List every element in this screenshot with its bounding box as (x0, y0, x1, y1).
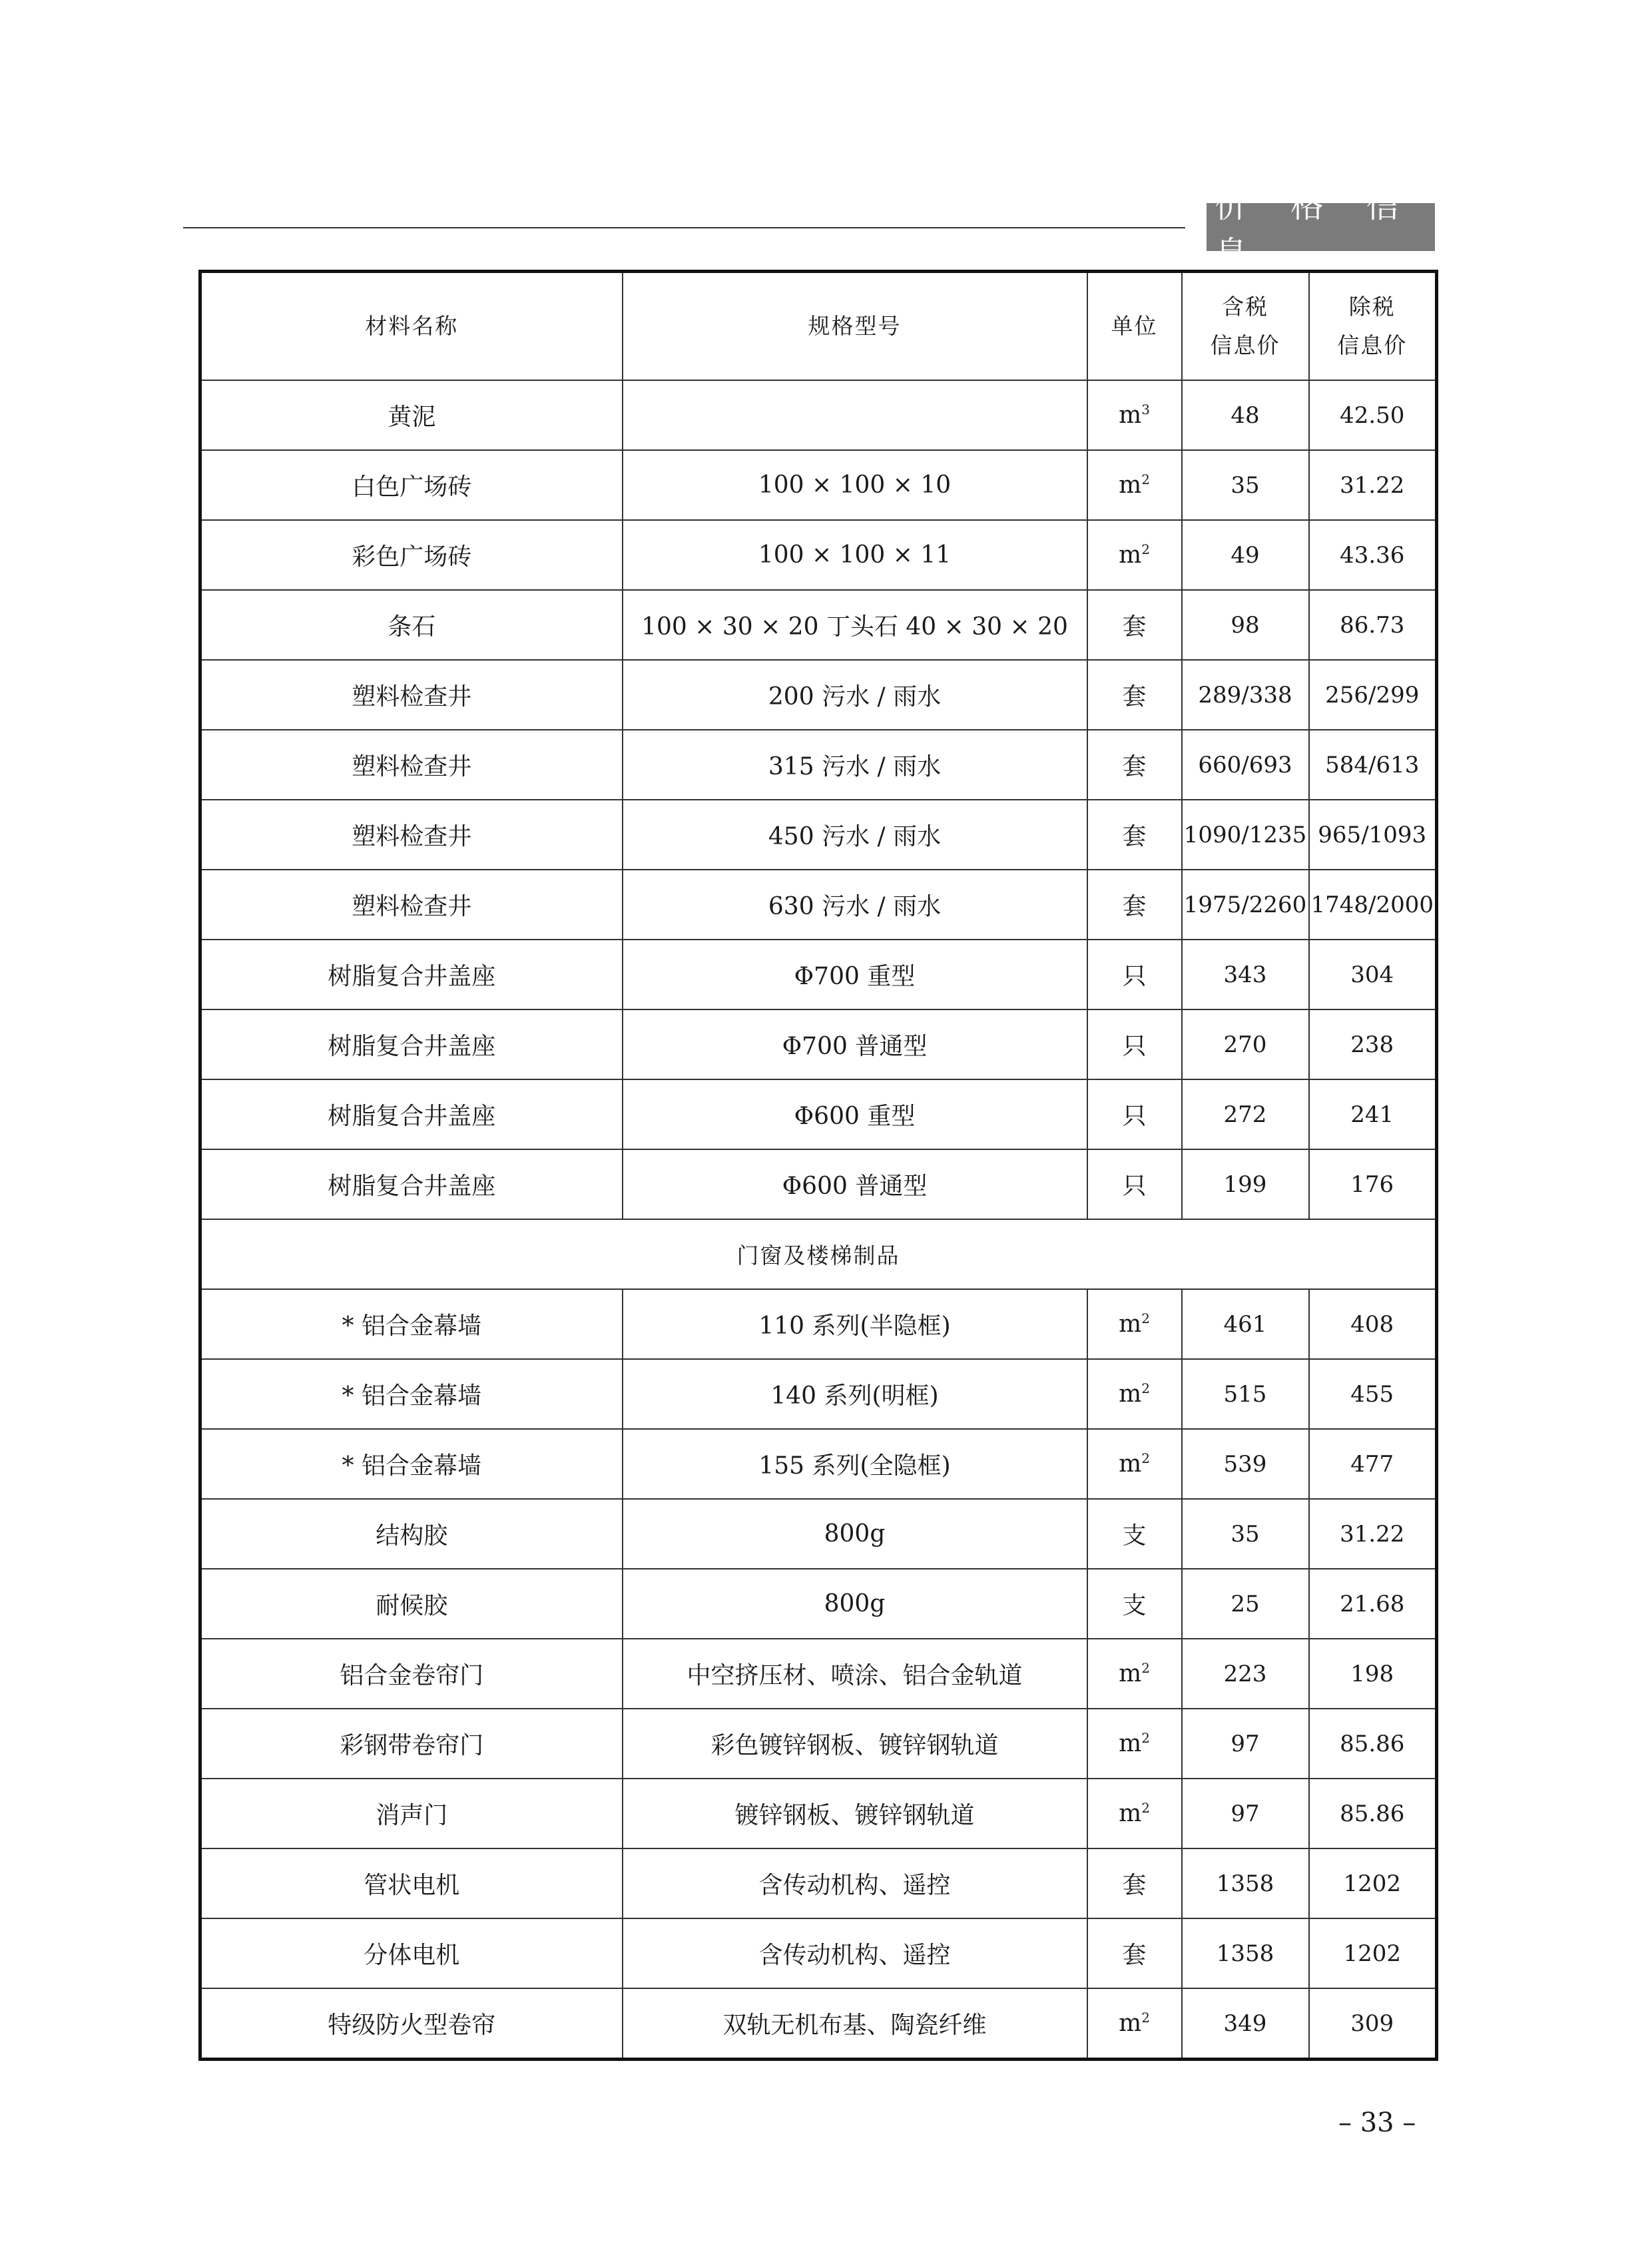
header-tax-incl (1182, 272, 1309, 381)
material-name: 塑料检查井 (200, 660, 623, 730)
unit-superscript: 2 (1141, 1660, 1150, 1676)
spec-model: 含传动机构、遥控 (623, 1918, 1087, 1988)
unit-base: 支 (1122, 1592, 1147, 1619)
table-row (200, 1569, 1437, 1639)
price-tax-included: 1358 (1182, 1848, 1309, 1918)
page-number: – 33 – (1338, 2108, 1416, 2138)
unit-base: 套 (1122, 613, 1147, 641)
spec-model: 双轨无机布基、陶瓷纤维 (623, 1988, 1087, 2060)
unit (1087, 1149, 1182, 1219)
price-tax-excluded: 21.68 (1309, 1569, 1437, 1639)
unit-base: 套 (1122, 893, 1147, 920)
spec-model: 100 × 30 × 20 丁头石 40 × 30 × 20 (623, 590, 1087, 660)
header-unit: 单位 (1087, 272, 1182, 381)
unit (1087, 1429, 1182, 1499)
price-tax-included: 343 (1182, 940, 1309, 1009)
material-name: 管状电机 (200, 1848, 623, 1918)
header-name: 材料名称 (200, 272, 623, 381)
unit-base: 只 (1122, 1173, 1147, 1200)
price-tax-excluded: 43.36 (1309, 520, 1437, 590)
unit-base: 只 (1122, 963, 1147, 990)
price-tax-included: 98 (1182, 590, 1309, 660)
table-row (200, 1709, 1437, 1779)
price-tax-included: 97 (1182, 1709, 1309, 1779)
unit-base: m (1119, 1450, 1142, 1478)
unit-base: m (1119, 471, 1142, 499)
unit-superscript: 2 (1141, 2010, 1150, 2026)
price-tax-included: 97 (1182, 1779, 1309, 1848)
price-tax-excluded: 1202 (1309, 1848, 1437, 1918)
spec-model: 中空挤压材、喷涂、铝合金轨道 (623, 1639, 1087, 1709)
header-tax-excl (1309, 272, 1437, 381)
price-tax-excluded: 85.86 (1309, 1709, 1437, 1779)
unit (1087, 1009, 1182, 1079)
spec-model: 800g (623, 1499, 1087, 1569)
unit-base: m (1119, 541, 1142, 569)
unit-base: 套 (1122, 1942, 1147, 1969)
table-row (200, 1149, 1437, 1219)
price-tax-included: 289/338 (1182, 660, 1309, 730)
material-name: 树脂复合井盖座 (200, 1149, 623, 1219)
price-tax-excluded: 31.22 (1309, 1499, 1437, 1569)
header-tax-excl-line2: 信息价 (1337, 332, 1408, 358)
table-row (200, 730, 1437, 800)
material-name: 消声门 (200, 1779, 623, 1848)
price-tax-excluded: 1748/2000 (1309, 870, 1437, 940)
spec-model: Φ600 普通型 (623, 1149, 1087, 1219)
material-name: 塑料检查井 (200, 800, 623, 870)
unit-base: m (1119, 1310, 1142, 1338)
unit (1087, 1779, 1182, 1848)
price-tax-included: 461 (1182, 1289, 1309, 1359)
price-tax-excluded: 238 (1309, 1009, 1437, 1079)
unit-base: m (1119, 1730, 1142, 1757)
section-row (200, 1219, 1437, 1289)
unit (1087, 1709, 1182, 1779)
table-row (200, 1359, 1437, 1429)
price-tax-excluded: 584/613 (1309, 730, 1437, 800)
header-tax-incl-line2: 信息价 (1210, 332, 1280, 358)
table-row (200, 660, 1437, 730)
spec-model: 800g (623, 1569, 1087, 1639)
unit-base: 套 (1122, 823, 1147, 850)
price-tax-excluded: 256/299 (1309, 660, 1437, 730)
unit (1087, 800, 1182, 870)
unit (1087, 1639, 1182, 1709)
price-tax-excluded: 85.86 (1309, 1779, 1437, 1848)
material-name: 树脂复合井盖座 (200, 1009, 623, 1079)
material-name: 结构胶 (200, 1499, 623, 1569)
material-name: 树脂复合井盖座 (200, 1079, 623, 1149)
unit (1087, 1359, 1182, 1429)
table-row (200, 1499, 1437, 1569)
material-name: * 铝合金幕墙 (200, 1359, 623, 1429)
unit-superscript: 2 (1141, 1380, 1150, 1396)
spec-model: 450 污水 / 雨水 (623, 800, 1087, 870)
table-row (200, 1639, 1437, 1709)
spec-model: 630 污水 / 雨水 (623, 870, 1087, 940)
price-tax-excluded: 304 (1309, 940, 1437, 1009)
unit (1087, 1918, 1182, 1988)
material-name: 白色广场砖 (200, 450, 623, 520)
table-row (200, 940, 1437, 1009)
price-tax-excluded: 455 (1309, 1359, 1437, 1429)
unit (1087, 1289, 1182, 1359)
unit (1087, 450, 1182, 520)
spec-model: 含传动机构、遥控 (623, 1848, 1087, 1918)
spec-model: 100 × 100 × 10 (623, 450, 1087, 520)
spec-model: 140 系列(明框) (623, 1359, 1087, 1429)
table-row (200, 1009, 1437, 1079)
spec-model: 镀锌钢板、镀锌钢轨道 (623, 1779, 1087, 1848)
unit-superscript: 2 (1141, 1310, 1150, 1326)
price-tax-excluded: 965/1093 (1309, 800, 1437, 870)
price-tax-included: 1358 (1182, 1918, 1309, 1988)
price-tax-excluded: 1202 (1309, 1918, 1437, 1988)
header-tax-incl-line1: 含税 (1222, 294, 1268, 320)
unit-base: m (1119, 1660, 1142, 1687)
price-tax-included: 270 (1182, 1009, 1309, 1079)
section-title: 门窗及楼梯制品 (200, 1219, 1437, 1289)
unit (1087, 590, 1182, 660)
unit-base: m (1119, 402, 1142, 429)
unit-base: m (1119, 1800, 1142, 1827)
material-name: 塑料检查井 (200, 730, 623, 800)
unit-base: 套 (1122, 1872, 1147, 1899)
material-name: 特级防火型卷帘 (200, 1988, 623, 2060)
price-tax-excluded: 309 (1309, 1988, 1437, 2060)
material-name: * 铝合金幕墙 (200, 1289, 623, 1359)
material-name: 铝合金卷帘门 (200, 1639, 623, 1709)
price-table (198, 270, 1438, 2061)
table-row (200, 380, 1437, 450)
unit-base: m (1119, 2010, 1142, 2037)
material-name: 树脂复合井盖座 (200, 940, 623, 1009)
unit-base: 支 (1122, 1522, 1147, 1550)
unit-base: 只 (1122, 1033, 1147, 1060)
unit (1087, 660, 1182, 730)
price-tax-excluded: 176 (1309, 1149, 1437, 1219)
table-row (200, 1429, 1437, 1499)
spec-model: 315 污水 / 雨水 (623, 730, 1087, 800)
table-row (200, 1779, 1437, 1848)
price-tax-excluded: 31.22 (1309, 450, 1437, 520)
unit-superscript: 2 (1141, 541, 1150, 557)
section-tag: 价 格 信 息 (1207, 203, 1435, 251)
price-tax-excluded: 86.73 (1309, 590, 1437, 660)
table-row (200, 800, 1437, 870)
unit (1087, 1988, 1182, 2060)
unit-base: 只 (1122, 1103, 1147, 1130)
price-tax-included: 25 (1182, 1569, 1309, 1639)
material-name: 彩色广场砖 (200, 520, 623, 590)
price-tax-included: 35 (1182, 450, 1309, 520)
unit-superscript: 2 (1141, 471, 1150, 487)
unit (1087, 730, 1182, 800)
table-row (200, 1079, 1437, 1149)
price-tax-included: 48 (1182, 380, 1309, 450)
table-row (200, 1848, 1437, 1918)
price-tax-included: 1975/2260 (1182, 870, 1309, 940)
price-tax-excluded: 198 (1309, 1639, 1437, 1709)
price-tax-included: 349 (1182, 1988, 1309, 2060)
unit-superscript: 2 (1141, 1730, 1150, 1746)
material-name: 条石 (200, 590, 623, 660)
price-tax-included: 199 (1182, 1149, 1309, 1219)
header-spec: 规格型号 (623, 272, 1087, 381)
price-tax-included: 539 (1182, 1429, 1309, 1499)
unit (1087, 1079, 1182, 1149)
table-row (200, 1289, 1437, 1359)
price-tax-included: 35 (1182, 1499, 1309, 1569)
price-tax-excluded: 241 (1309, 1079, 1437, 1149)
spec-model: Φ700 普通型 (623, 1009, 1087, 1079)
spec-model: 110 系列(半隐框) (623, 1289, 1087, 1359)
material-name: 分体电机 (200, 1918, 623, 1988)
unit-superscript: 3 (1141, 402, 1150, 418)
table-row (200, 1988, 1437, 2060)
material-name: 塑料检查井 (200, 870, 623, 940)
price-tax-included: 49 (1182, 520, 1309, 590)
price-tax-included: 660/693 (1182, 730, 1309, 800)
price-tax-included: 1090/1235 (1182, 800, 1309, 870)
spec-model (623, 380, 1087, 450)
spec-model: Φ700 重型 (623, 940, 1087, 1009)
unit (1087, 380, 1182, 450)
spec-model: 155 系列(全隐框) (623, 1429, 1087, 1499)
price-tax-included: 515 (1182, 1359, 1309, 1429)
table-row (200, 870, 1437, 940)
unit (1087, 1848, 1182, 1918)
unit (1087, 870, 1182, 940)
unit-base: m (1119, 1380, 1142, 1408)
table-row (200, 1918, 1437, 1988)
table-row (200, 590, 1437, 660)
table-row (200, 520, 1437, 590)
material-name: 耐候胶 (200, 1569, 623, 1639)
material-name: 黄泥 (200, 380, 623, 450)
material-name: * 铝合金幕墙 (200, 1429, 623, 1499)
header-tax-excl-line1: 除税 (1348, 294, 1396, 320)
price-tax-excluded: 477 (1309, 1429, 1437, 1499)
spec-model: 100 × 100 × 11 (623, 520, 1087, 590)
header-rule (183, 227, 1185, 228)
unit-superscript: 2 (1141, 1450, 1150, 1466)
price-tax-excluded: 408 (1309, 1289, 1437, 1359)
unit-superscript: 2 (1141, 1800, 1150, 1816)
unit (1087, 940, 1182, 1009)
price-tax-included: 272 (1182, 1079, 1309, 1149)
material-name: 彩钢带卷帘门 (200, 1709, 623, 1779)
unit (1087, 520, 1182, 590)
table-header-row (200, 272, 1437, 381)
unit-base: 套 (1122, 753, 1147, 780)
unit (1087, 1569, 1182, 1639)
price-tax-included: 223 (1182, 1639, 1309, 1709)
unit (1087, 1499, 1182, 1569)
table-row (200, 450, 1437, 520)
spec-model: 彩色镀锌钢板、镀锌钢轨道 (623, 1709, 1087, 1779)
price-tax-excluded: 42.50 (1309, 380, 1437, 450)
spec-model: 200 污水 / 雨水 (623, 660, 1087, 730)
unit-base: 套 (1122, 683, 1147, 710)
spec-model: Φ600 重型 (623, 1079, 1087, 1149)
